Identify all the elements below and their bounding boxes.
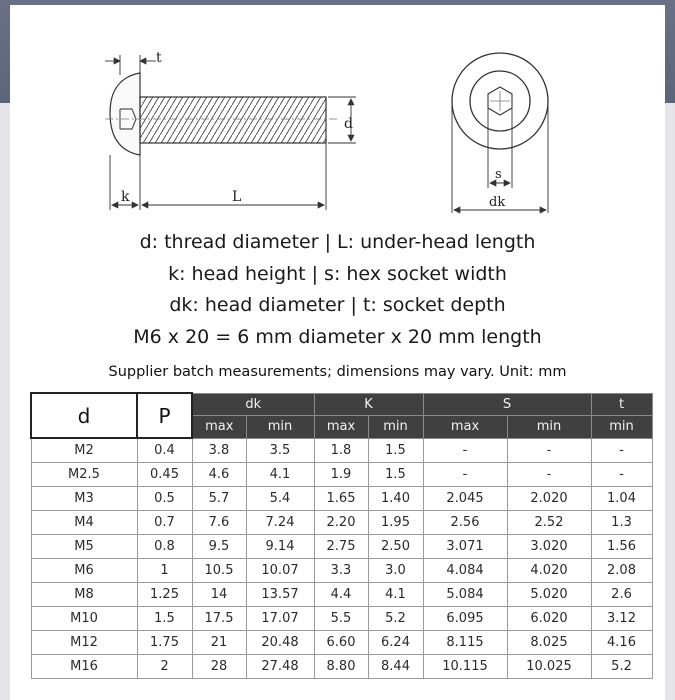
table-cell: 17.07 (246, 607, 314, 631)
table-body (31, 438, 652, 679)
table-cell: 1 (137, 559, 192, 583)
table-cell: 4.1 (368, 583, 423, 607)
table-cell: 1.04 (591, 487, 652, 511)
table-cell: 1.8 (314, 438, 368, 463)
table-row (31, 559, 652, 583)
table-cell: M3 (31, 487, 137, 511)
table-cell: 28 (192, 655, 246, 679)
table-cell: 4.6 (192, 463, 246, 487)
table-cell: 1.5 (368, 438, 423, 463)
spec-sheet (10, 5, 665, 700)
table-row (31, 487, 652, 511)
subheader-s-min: min (507, 415, 591, 438)
subheader-k-min: min (368, 415, 423, 438)
table-cell: 1.56 (591, 535, 652, 559)
table-cell: 2 (137, 655, 192, 679)
table-cell: 1.95 (368, 511, 423, 535)
table-row (31, 655, 652, 679)
header-s: S (423, 393, 591, 415)
table-cell: M12 (31, 631, 137, 655)
table-cell: - (507, 438, 591, 463)
table-cell: 2.020 (507, 487, 591, 511)
table-cell: 3.071 (423, 535, 507, 559)
table-cell: 2.6 (591, 583, 652, 607)
table-cell: 5.2 (591, 655, 652, 679)
table-cell: 4.020 (507, 559, 591, 583)
subheader-dk-max: max (192, 415, 246, 438)
table-cell: 4.16 (591, 631, 652, 655)
table-cell: 9.5 (192, 535, 246, 559)
table-cell: 1.25 (137, 583, 192, 607)
table-cell: M10 (31, 607, 137, 631)
side-view (105, 55, 356, 210)
label-k: k (121, 189, 130, 205)
button-head-outline (110, 73, 140, 155)
table-cell: 8.025 (507, 631, 591, 655)
table-cell: - (423, 463, 507, 487)
table-cell: 7.24 (246, 511, 314, 535)
caption-line-4: M6 x 20 = 6 mm diameter x 20 mm length (133, 326, 542, 348)
header-p: P (137, 393, 192, 438)
table-cell: 10.115 (423, 655, 507, 679)
table-cell: 8.115 (423, 631, 507, 655)
table-cell: 5.084 (423, 583, 507, 607)
table-cell: 3.12 (591, 607, 652, 631)
table-row (31, 463, 652, 487)
table-cell: 17.5 (192, 607, 246, 631)
end-view (452, 53, 548, 213)
table-cell: 4.4 (314, 583, 368, 607)
table-cell: 0.7 (137, 511, 192, 535)
table-cell: 3.0 (368, 559, 423, 583)
table-row (31, 631, 652, 655)
table-cell: 5.4 (246, 487, 314, 511)
table-cell: 1.40 (368, 487, 423, 511)
table-cell: 9.14 (246, 535, 314, 559)
threaded-shank (140, 97, 326, 143)
header-d: d (31, 393, 137, 438)
table-cell: 10.5 (192, 559, 246, 583)
table-cell: M2.5 (31, 463, 137, 487)
table-cell: - (507, 463, 591, 487)
measurement-note: Supplier batch measurements; dimensions may vary. Unit: mm (108, 364, 567, 380)
table-cell: 5.7 (192, 487, 246, 511)
subheader-s-max: max (423, 415, 507, 438)
table-cell: 3.5 (246, 438, 314, 463)
caption-line-1: d: thread diameter | L: under-head length (139, 231, 536, 253)
table-cell: - (591, 438, 652, 463)
table-cell: M8 (31, 583, 137, 607)
table-row (31, 511, 652, 535)
table-cell: 1.5 (368, 463, 423, 487)
table-cell: 1.65 (314, 487, 368, 511)
label-d: d (344, 116, 353, 132)
table-cell: 8.80 (314, 655, 368, 679)
table-cell: 6.095 (423, 607, 507, 631)
table-cell: 4.1 (246, 463, 314, 487)
table-cell: - (591, 463, 652, 487)
subheader-t-min: min (591, 415, 652, 438)
table-cell: 3.3 (314, 559, 368, 583)
table-cell: M2 (31, 438, 137, 463)
table-cell: 10.025 (507, 655, 591, 679)
table-cell: 6.60 (314, 631, 368, 655)
subheader-dk-min: min (246, 415, 314, 438)
table-cell: 2.08 (591, 559, 652, 583)
table-cell: 1.9 (314, 463, 368, 487)
table-cell: M16 (31, 655, 137, 679)
header-k: K (314, 393, 423, 415)
caption-line-3: dk: head diameter | t: socket depth (169, 294, 506, 316)
table-cell: 3.8 (192, 438, 246, 463)
table-cell: M5 (31, 535, 137, 559)
table-cell: 1.75 (137, 631, 192, 655)
table-cell: 2.52 (507, 511, 591, 535)
table-cell: 0.4 (137, 438, 192, 463)
table-cell: - (423, 438, 507, 463)
table-row (31, 438, 652, 463)
table-cell: 1.5 (137, 607, 192, 631)
table-cell: 6.020 (507, 607, 591, 631)
table-cell: 20.48 (246, 631, 314, 655)
table-cell: 13.57 (246, 583, 314, 607)
table-cell: 4.084 (423, 559, 507, 583)
table-cell: 5.2 (368, 607, 423, 631)
table-cell: 1.3 (591, 511, 652, 535)
caption-line-2: k: head height | s: hex socket width (168, 263, 507, 285)
table-cell: 3.020 (507, 535, 591, 559)
table-cell: M6 (31, 559, 137, 583)
table-cell: 2.045 (423, 487, 507, 511)
table-cell: 2.20 (314, 511, 368, 535)
header-dk: dk (192, 393, 314, 415)
screw-technical-drawing (10, 5, 665, 230)
header-t: t (591, 393, 652, 415)
label-dk: dk (489, 195, 506, 210)
table-cell: 27.48 (246, 655, 314, 679)
table-cell: 5.020 (507, 583, 591, 607)
table-cell: 0.8 (137, 535, 192, 559)
table-cell: 21 (192, 631, 246, 655)
table-cell: 0.5 (137, 487, 192, 511)
label-L: L (232, 189, 242, 205)
table-cell: 5.5 (314, 607, 368, 631)
table-row (31, 535, 652, 559)
table-cell: 2.75 (314, 535, 368, 559)
dimension-table (30, 392, 653, 679)
table-cell: 6.24 (368, 631, 423, 655)
subheader-k-max: max (314, 415, 368, 438)
table-cell: 2.50 (368, 535, 423, 559)
label-s: s (495, 167, 502, 182)
table-row (31, 583, 652, 607)
table-cell: 2.56 (423, 511, 507, 535)
table-cell: 0.45 (137, 463, 192, 487)
table-cell: 8.44 (368, 655, 423, 679)
table-row (31, 607, 652, 631)
table-cell: 14 (192, 583, 246, 607)
table-cell: 10.07 (246, 559, 314, 583)
label-t: t (156, 50, 162, 66)
table-cell: M4 (31, 511, 137, 535)
table-cell: 7.6 (192, 511, 246, 535)
